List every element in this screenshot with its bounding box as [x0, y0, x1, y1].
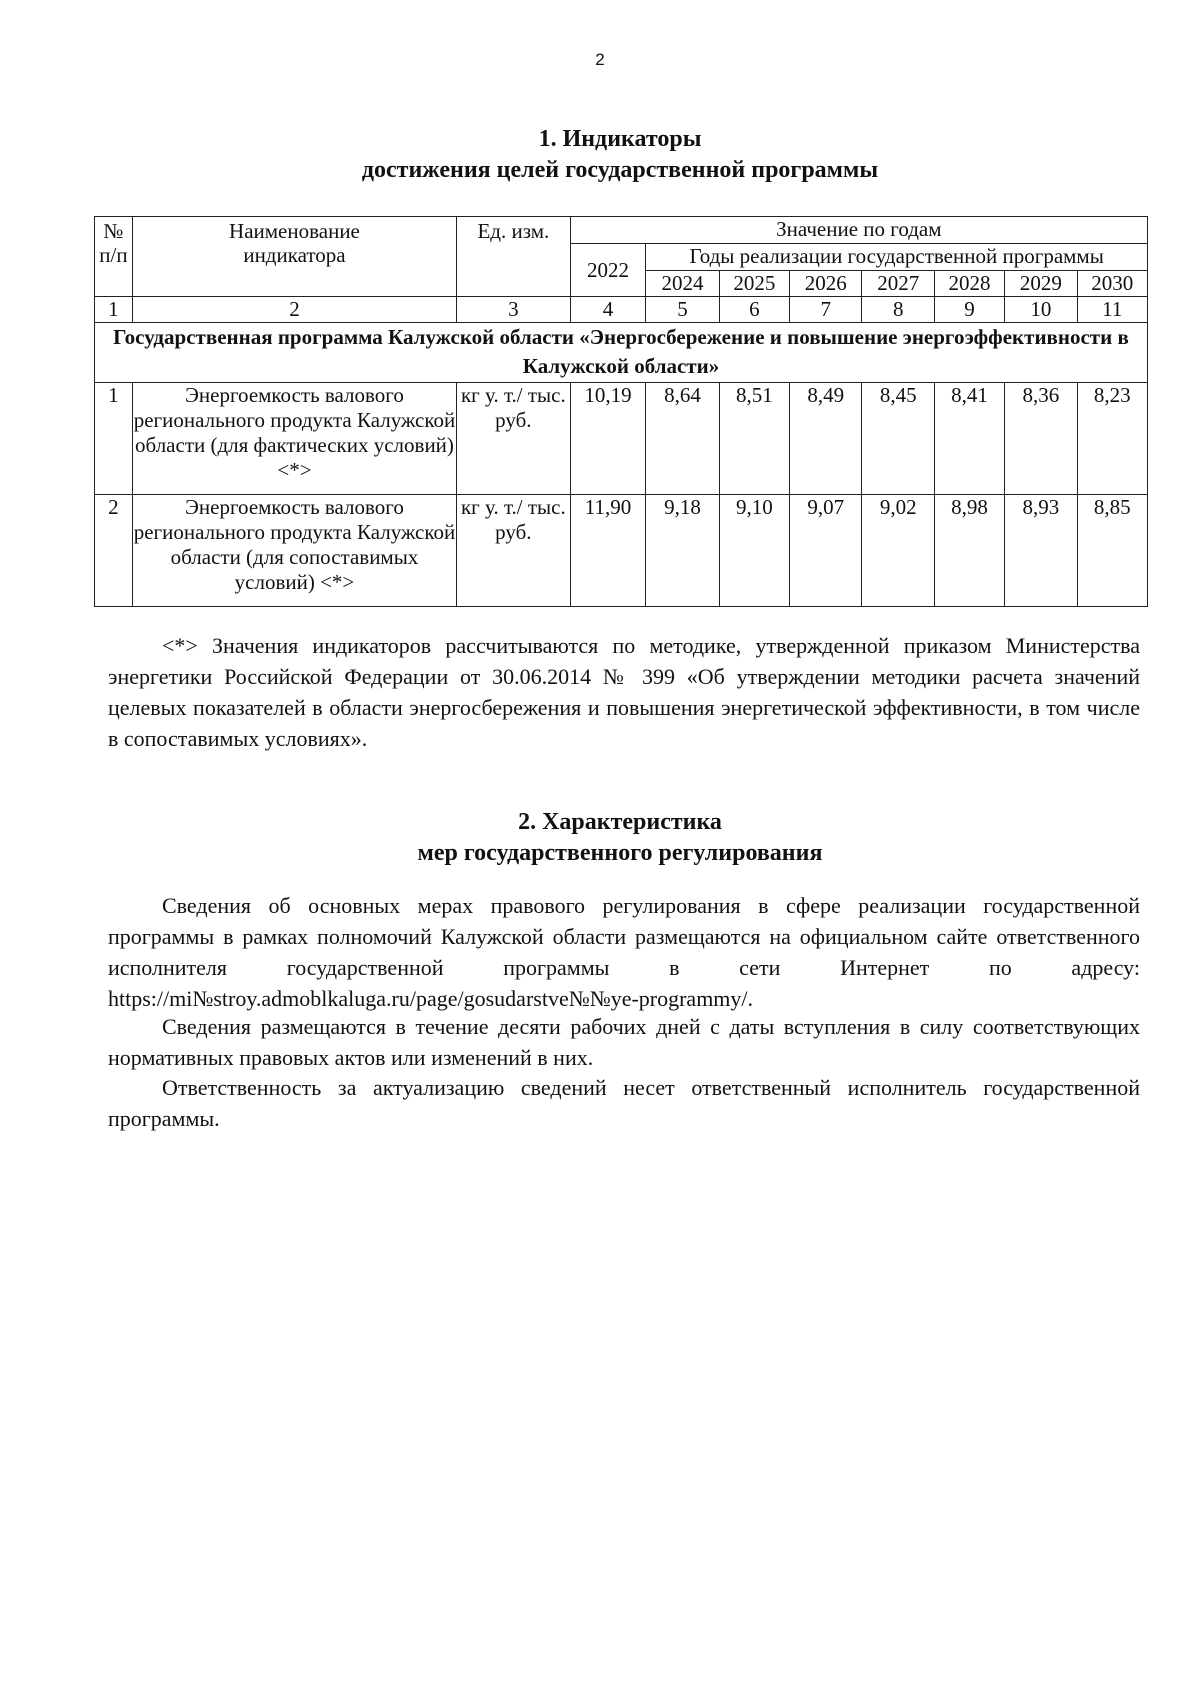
row-value: 8,45: [862, 383, 934, 495]
column-number: 7: [790, 297, 862, 323]
row-value: 8,85: [1077, 495, 1147, 607]
row-value: 8,93: [1005, 495, 1077, 607]
paragraph-text: Сведения об основных мерах правового регулирования в сфере реализации государственной программы в рамках полномочий Калужской области размещаются на официальном сайте ответственного исполнителя государственной программы в сети Интернет по адресу: https://mi№stroy.admoblkaluga.ru/page/gosudarstve№№ye-programmy/.: [108, 893, 1140, 1011]
column-number: 3: [457, 297, 571, 323]
header-name: Наименование индикатора: [132, 217, 456, 297]
paragraph-text: Сведения размещаются в течение десяти рабочих дней с даты вступления в силу соответствующих нормативных правовых актов или изменений в них.: [108, 1014, 1140, 1070]
header-year: 2029: [1005, 271, 1077, 297]
indicators-table: [94, 216, 1148, 607]
row-value: 8,23: [1077, 383, 1147, 495]
column-number: 11: [1077, 297, 1147, 323]
row-value: 9,07: [790, 495, 862, 607]
header-year: 2025: [719, 271, 789, 297]
header-values-by-year: Значение по годам: [570, 217, 1147, 244]
row-num: 1: [95, 383, 133, 495]
table-row: [95, 383, 1148, 495]
column-number: 1: [95, 297, 133, 323]
footnote: [108, 630, 1140, 754]
header-num: № п/п: [95, 217, 133, 297]
row-unit: кг у. т./ тыс. руб.: [457, 495, 571, 607]
footnote-text: <*> Значения индикаторов рассчитываются по методике, утвержденной приказом Министерства энергетики Российской Федерации от 30.06.2014 № 399 «Об утверждении методики расчета значений целевых показателей в области энергосбережения и повышения энергетической эффективности, в том числе в сопоставимых условиях».: [108, 633, 1140, 751]
row-num: 2: [95, 495, 133, 607]
row-value: 8,41: [934, 383, 1004, 495]
row-unit: кг у. т./ тыс. руб.: [457, 383, 571, 495]
paragraph: [108, 890, 1140, 1014]
section-2-title: [100, 807, 1140, 869]
row-name: Энергоемкость валового регионального продукта Калужской области (для сопоставимых условий) <*>: [132, 495, 456, 607]
header-program-years: Годы реализации государственной программы: [646, 244, 1148, 271]
column-number: 10: [1005, 297, 1077, 323]
header-year: 2030: [1077, 271, 1147, 297]
row-value: 8,51: [719, 383, 789, 495]
paragraph: [108, 1072, 1140, 1134]
section-1-title-line-1: 1. Индикаторы: [538, 126, 702, 152]
table-row: [95, 495, 1148, 607]
section-2-title-line-1: 2. Характеристика: [518, 809, 722, 835]
header-year: 2027: [862, 271, 934, 297]
program-title-row: Государственная программа Калужской области «Энергосбережение и повышение энергоэффективности в Калужской области»: [95, 323, 1148, 383]
row-value: 11,90: [570, 495, 646, 607]
paragraph-text: Ответственность за актуализацию сведений несет ответственный исполнитель государственной программы.: [108, 1075, 1140, 1131]
header-year: 2024: [646, 271, 720, 297]
section-1-title-line-2: достижения целей государственной программы: [361, 157, 879, 183]
page-number: 2: [595, 50, 605, 69]
column-number: 9: [934, 297, 1004, 323]
column-number: 6: [719, 297, 789, 323]
row-value: 9,18: [646, 495, 720, 607]
header-year: 2028: [934, 271, 1004, 297]
header-unit: Ед. изм.: [457, 217, 571, 297]
row-value: 8,36: [1005, 383, 1077, 495]
column-number: 5: [646, 297, 720, 323]
row-name: Энергоемкость валового регионального продукта Калужской области (для фактических условий) <*>: [132, 383, 456, 495]
row-value: 8,64: [646, 383, 720, 495]
row-value: 9,10: [719, 495, 789, 607]
header-base-year: 2022: [570, 244, 646, 297]
header-year: 2026: [790, 271, 862, 297]
row-value: 8,49: [790, 383, 862, 495]
row-value: 9,02: [862, 495, 934, 607]
row-value: 10,19: [570, 383, 646, 495]
column-number: 8: [862, 297, 934, 323]
column-number: 2: [132, 297, 456, 323]
section-2-title-line-2: мер государственного регулирования: [417, 840, 823, 866]
section-1-title: [100, 124, 1140, 186]
column-number: 4: [570, 297, 646, 323]
paragraph: [108, 1011, 1140, 1073]
row-value: 8,98: [934, 495, 1004, 607]
